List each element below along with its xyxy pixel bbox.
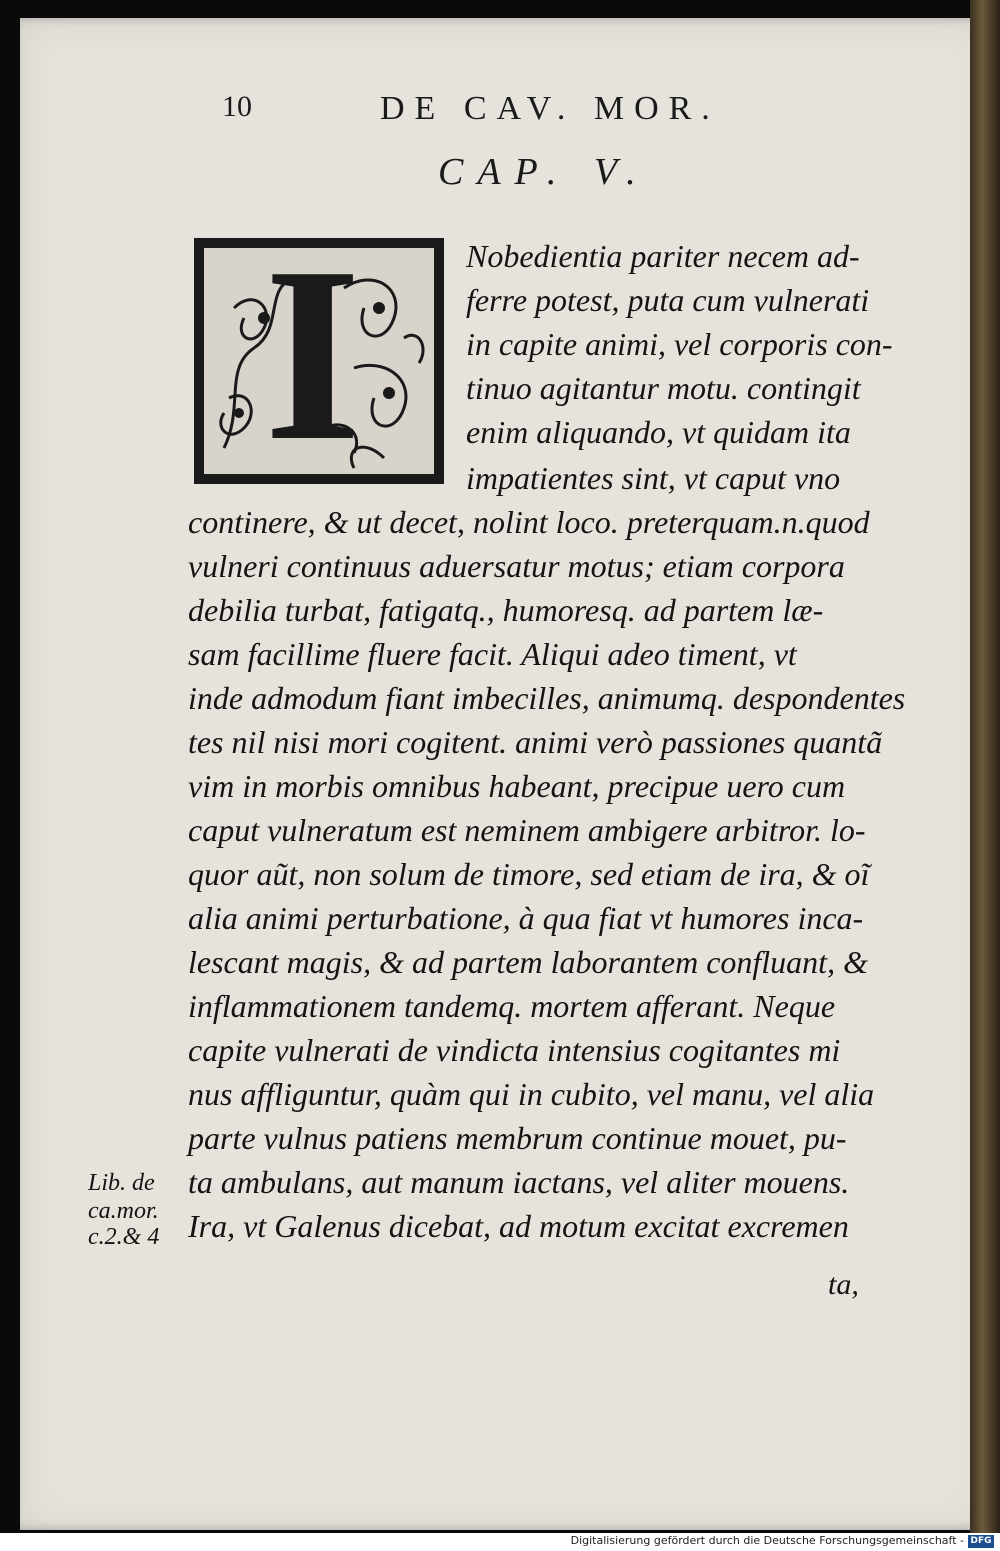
text-line: impatientes sint, vt caput vno: [466, 460, 841, 496]
text-line: alia animi perturbatione, à qua fiat vt humores inca-: [188, 900, 864, 936]
text-line: enim aliquando, vt quidam ita: [466, 414, 851, 450]
margin-note-line: ca.mor.: [88, 1198, 159, 1224]
text-line: lescant magis, & ad partem laborantem confluant, &: [188, 944, 868, 980]
text-line: parte vulnus patiens membrum continue mouet, pu-: [188, 1120, 847, 1156]
text-line: caput vulneratum est neminem ambigere arbitror. lo-: [188, 812, 866, 848]
text-line: vim in morbis omnibus habeant, precipue uero cum: [188, 768, 846, 804]
text-line: quor aũt, non solum de timore, sed etiam de ira, & oĩ: [188, 856, 870, 892]
text-line: ta ambulans, aut manum iactans, vel aliter mouens.: [188, 1164, 850, 1200]
text-line: vulneri continuus aduersatur motus; etiam corpora: [188, 548, 845, 584]
margin-note-line: c.2.& 4: [88, 1224, 160, 1250]
text-line: Nobedientia pariter necem ad-: [466, 238, 860, 274]
text-line: in capite animi, vel corporis con-: [466, 326, 893, 362]
text-line: capite vulnerati de vindicta intensius cogitantes mi: [188, 1032, 841, 1068]
margin-note-line: Lib. de: [88, 1170, 155, 1196]
footer-credit: Digitalisierung gefördert durch die Deutsche Forschungsgemeinschaft -: [570, 1534, 964, 1547]
chapter-heading: CAP. V.: [438, 151, 650, 193]
text-line: ferre potest, puta cum vulnerati: [466, 282, 870, 318]
text-line: debilia turbat, fatigatq., humoresq. ad partem læ-: [188, 592, 824, 628]
text-line: inde admodum fiant imbecilles, animumq. despondentes: [188, 680, 906, 716]
initial-letter: I: [264, 246, 362, 476]
page-number: 10: [222, 90, 252, 123]
running-title: DE CAV. MOR.: [380, 90, 720, 127]
text-line: sam facillime fluere facit. Aliqui adeo timent, vt: [188, 636, 797, 672]
dfg-logo-icon: DFG: [968, 1535, 994, 1548]
text-line: continere, & ut decet, nolint loco. preterquam.n.quod: [188, 504, 870, 540]
text-line: inflammationem tandemq. mortem afferant. Neque: [188, 988, 836, 1024]
footer-bar: [0, 1533, 1000, 1551]
text-line: nus affliguntur, quàm qui in cubito, vel manu, vel alia: [188, 1076, 875, 1112]
text-line: tinuo agitantur motu. contingit: [466, 370, 861, 406]
text-line: tes nil nisi mori cogitent. animi verò passiones quantã: [188, 724, 883, 760]
text-line: Ira, vt Galenus dicebat, ad motum excitat excremen: [188, 1208, 849, 1244]
catchword: ta,: [828, 1268, 859, 1301]
